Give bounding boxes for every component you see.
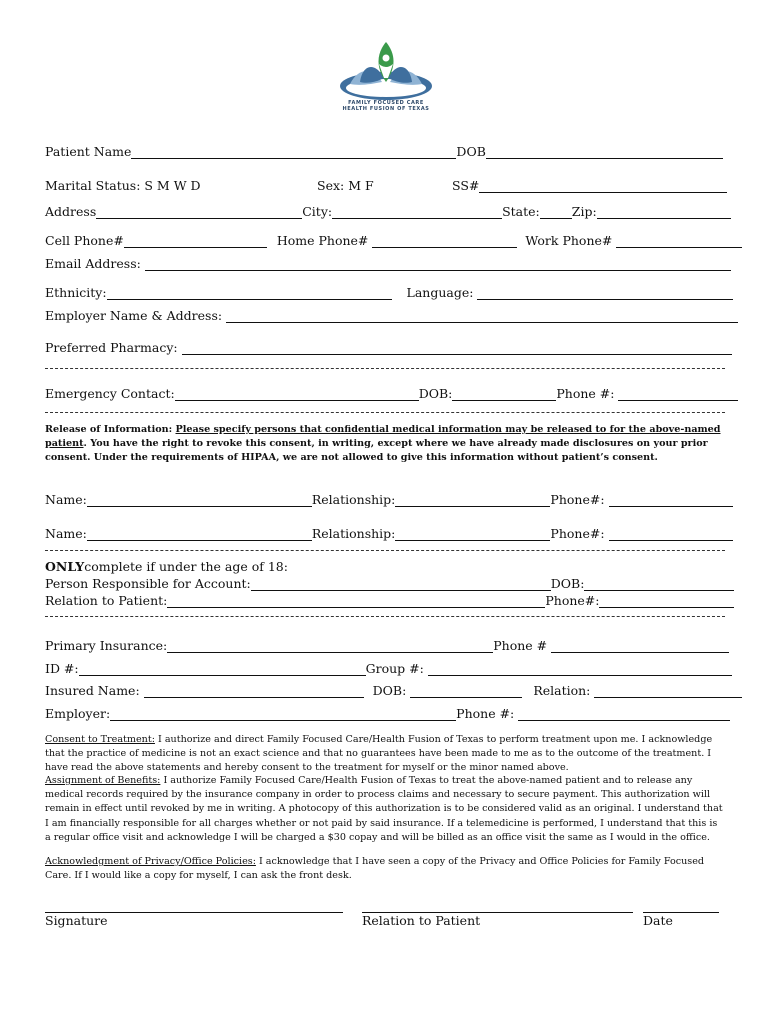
release-phone-label: Phone#: bbox=[550, 526, 605, 541]
zip-label: Zip: bbox=[571, 204, 597, 219]
signature-label: Signature bbox=[45, 913, 108, 928]
marital-status-label[interactable]: Marital Status: S M W D bbox=[45, 178, 201, 193]
insurance-employer-row bbox=[45, 703, 725, 721]
release-relationship-label: Relationship: bbox=[311, 526, 396, 541]
employer-row bbox=[45, 305, 725, 323]
release-underlined: Please specify persons that confidential medical information may be released to for the above-named patient bbox=[45, 424, 721, 450]
person-responsible-field[interactable] bbox=[251, 576, 551, 591]
release-name-label: Name: bbox=[45, 492, 87, 507]
release-name-label: Name: bbox=[45, 526, 87, 541]
divider bbox=[45, 368, 725, 369]
sex-label[interactable]: Sex: M F bbox=[317, 178, 374, 193]
employer-name-address-label: Employer Name & Address: bbox=[45, 308, 223, 323]
address-label: Address bbox=[45, 204, 97, 219]
release-rest: . You have the right to revoke this consent, in writing, except where we have already made disclosures on your prior consent. Under the requirements of HIPAA, we are not allowed to give this information without patient’s consent. bbox=[45, 438, 708, 464]
language-label: Language: bbox=[406, 285, 474, 300]
release-phone-field[interactable] bbox=[609, 526, 733, 541]
phones-row bbox=[45, 230, 725, 248]
work-phone-field[interactable] bbox=[616, 233, 742, 248]
date-label: Date bbox=[643, 913, 673, 928]
minor-phone-label: Phone#: bbox=[545, 593, 600, 608]
emergency-contact-label: Emergency Contact: bbox=[45, 386, 175, 401]
email-label: Email Address: bbox=[45, 256, 141, 271]
group-field[interactable] bbox=[428, 661, 732, 676]
logo-line-1: FAMILY FOCUSED CARE bbox=[348, 100, 424, 106]
patient-name-label: Patient Name bbox=[45, 144, 132, 159]
cell-phone-field[interactable] bbox=[124, 233, 267, 248]
release-paragraph bbox=[45, 423, 725, 466]
employer-name-address-field[interactable] bbox=[226, 308, 738, 323]
relation-to-patient-row bbox=[45, 590, 725, 608]
release-name-field[interactable] bbox=[87, 492, 312, 507]
insurance-employer-phone-field[interactable] bbox=[518, 706, 730, 721]
emergency-dob-label: DOB: bbox=[418, 386, 453, 401]
release-phone-field[interactable] bbox=[609, 492, 733, 507]
privacy-title: Acknowledgment of Privacy/Office Policies: bbox=[45, 856, 256, 867]
marital-row bbox=[45, 175, 725, 193]
person-responsible-label: Person Responsible for Account: bbox=[45, 576, 251, 591]
minor-dob-label: DOB: bbox=[550, 576, 585, 591]
id-label: ID #: bbox=[45, 661, 79, 676]
primary-insurance-row bbox=[45, 635, 725, 653]
insurance-phone-label: Phone # bbox=[493, 638, 548, 653]
ethnicity-label: Ethnicity: bbox=[45, 285, 107, 300]
primary-insurance-field[interactable] bbox=[167, 638, 493, 653]
preferred-pharmacy-field[interactable] bbox=[182, 340, 732, 355]
pharmacy-row bbox=[45, 337, 725, 355]
release-person-row-1 bbox=[45, 489, 725, 507]
release-label: Release of Information: bbox=[45, 424, 176, 435]
insurance-employer-label: Employer: bbox=[45, 706, 111, 721]
group-label: Group #: bbox=[365, 661, 424, 676]
email-field[interactable] bbox=[145, 256, 731, 271]
logo-text bbox=[318, 100, 454, 112]
emergency-row bbox=[45, 383, 725, 401]
consent-to-treatment-paragraph bbox=[45, 733, 725, 776]
insured-dob-label: DOB: bbox=[372, 683, 407, 698]
zip-field[interactable] bbox=[597, 204, 731, 219]
release-name-field[interactable] bbox=[87, 526, 312, 541]
primary-insurance-label: Primary Insurance: bbox=[45, 638, 168, 653]
consent-title: Consent to Treatment: bbox=[45, 734, 155, 745]
ss-label: SS# bbox=[452, 178, 480, 193]
logo-line-2: HEALTH FUSION OF TEXAS bbox=[342, 106, 430, 112]
insured-name-row bbox=[45, 680, 725, 698]
minor-heading-rest: complete if under the age of 18: bbox=[84, 559, 288, 574]
dob-label: DOB bbox=[456, 144, 486, 159]
insured-name-label: Insured Name: bbox=[45, 683, 140, 698]
emergency-contact-field[interactable] bbox=[175, 386, 419, 401]
emergency-phone-label: Phone #: bbox=[556, 386, 615, 401]
release-relationship-field[interactable] bbox=[395, 492, 550, 507]
insurance-employer-phone-label: Phone #: bbox=[456, 706, 515, 721]
person-responsible-row bbox=[45, 573, 725, 591]
assignment-of-benefits-paragraph bbox=[45, 774, 725, 845]
divider bbox=[45, 412, 725, 413]
emergency-dob-field[interactable] bbox=[452, 386, 556, 401]
work-phone-label: Work Phone# bbox=[525, 233, 613, 248]
preferred-pharmacy-label: Preferred Pharmacy: bbox=[45, 340, 178, 355]
state-label: State: bbox=[502, 204, 540, 219]
ethnicity-row bbox=[45, 282, 725, 300]
minor-relation-field[interactable] bbox=[167, 593, 545, 608]
ss-field[interactable] bbox=[479, 178, 727, 193]
privacy-paragraph bbox=[45, 855, 725, 883]
patient-name-row bbox=[45, 141, 725, 159]
privacy-text: I acknowledge that I have seen a copy of the Privacy and Office Policies for Family Focused Care. If I would like a copy for myself, I can ask the front desk. bbox=[45, 856, 705, 882]
release-phone-label: Phone#: bbox=[550, 492, 605, 507]
relation-to-patient-signature-label: Relation to Patient bbox=[362, 913, 481, 928]
insured-name-field[interactable] bbox=[144, 683, 364, 698]
release-person-row-2 bbox=[45, 523, 725, 541]
insured-relation-field[interactable] bbox=[594, 683, 742, 698]
insured-dob-field[interactable] bbox=[410, 683, 522, 698]
language-field[interactable] bbox=[477, 285, 733, 300]
divider bbox=[45, 616, 725, 617]
insured-relation-label: Relation: bbox=[533, 683, 591, 698]
address-row bbox=[45, 201, 725, 219]
email-row bbox=[45, 253, 725, 271]
ethnicity-field[interactable] bbox=[107, 285, 392, 300]
address-field[interactable] bbox=[96, 204, 302, 219]
home-phone-field[interactable] bbox=[372, 233, 517, 248]
consent-text: I authorize and direct Family Focused Care/Health Fusion of Texas to perform treatment upon me. I acknowledge that the practice of medicine is not an exact science and that no guarantees have been made to me as to the outcome of the treatment. I have read the above statements and hereby consent to the treatment for myself or the minor named above. bbox=[45, 734, 713, 774]
id-field[interactable] bbox=[79, 661, 366, 676]
cell-phone-label: Cell Phone# bbox=[45, 233, 124, 248]
patient-name-field[interactable] bbox=[131, 144, 456, 159]
minor-dob-field[interactable] bbox=[584, 576, 734, 591]
release-relationship-label: Relationship: bbox=[311, 492, 396, 507]
minor-heading bbox=[45, 556, 725, 574]
emergency-phone-field[interactable] bbox=[618, 386, 738, 401]
dob-field[interactable] bbox=[486, 144, 723, 159]
assignment-text: I authorize Family Focused Care/Health Fusion of Texas to treat the above-named patient and to release any medical records required by the insurance company in order to process claims and necessary to secure payment. This authorization will remain in effect until revoked by me in writing. A photocopy of this authorization is to be considered valid as an original. I understand that I am financially responsible for all charges whether or not paid by said insurance. If a telemedicine is performed, I understand that this is a regular office visit and acknowledge I will be charged a $30 copay and will be billed as an office visit the same as I would in the office. bbox=[45, 775, 723, 843]
city-label: City: bbox=[302, 204, 333, 219]
id-group-row bbox=[45, 658, 725, 676]
insurance-employer-field[interactable] bbox=[110, 706, 456, 721]
minor-phone-field[interactable] bbox=[599, 593, 734, 608]
city-field[interactable] bbox=[332, 204, 502, 219]
assignment-title: Assignment of Benefits: bbox=[45, 775, 161, 786]
minor-only-label: ONLY bbox=[45, 559, 85, 574]
minor-relation-label: Relation to Patient: bbox=[45, 593, 168, 608]
divider bbox=[45, 550, 725, 551]
release-relationship-field[interactable] bbox=[395, 526, 550, 541]
home-phone-label: Home Phone# bbox=[276, 233, 369, 248]
state-field[interactable] bbox=[540, 204, 572, 219]
insurance-phone-field[interactable] bbox=[551, 638, 729, 653]
